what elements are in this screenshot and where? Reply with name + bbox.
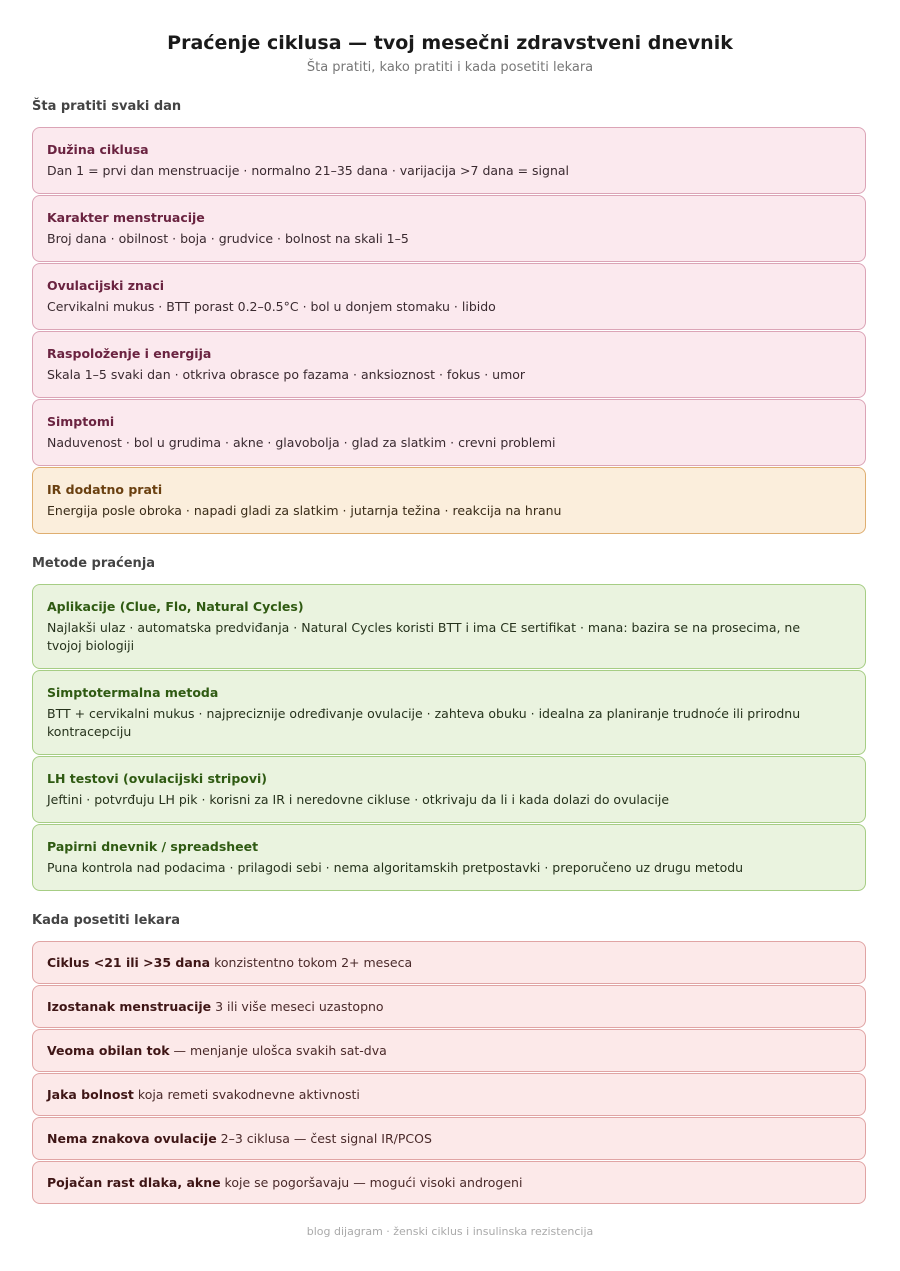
card-title: LH testovi (ovulacijski stripovi) xyxy=(47,771,268,786)
section-heading-methods: Metode praćenja xyxy=(32,556,156,571)
card-title: Aplikacije (Clue, Flo, Natural Cycles) xyxy=(47,599,304,614)
card-description: Cervikalni mukus · BTT porast 0.2–0.5°C · bol u donjem stomaku · libido xyxy=(47,299,496,314)
page-subtitle: Šta pratiti, kako pratiti i kada posetiti lekara xyxy=(306,60,594,75)
card-description: Broj dana · obilnost · boja · grudvice · bolnost na skali 1–5 xyxy=(47,231,409,246)
card-apps xyxy=(32,584,866,669)
card-cycle-length xyxy=(32,127,866,194)
card-paper-journal xyxy=(32,824,866,891)
page-title: Praćenje ciklusa — tvoj mesečni zdravstveni dnevnik xyxy=(167,32,733,54)
card-description: Dan 1 = prvi dan menstruacije · normalno 21–35 dana · varijacija >7 dana = signal xyxy=(47,163,570,178)
doctor-item-bold: Izostanak menstruacije xyxy=(47,999,212,1014)
card-symptothermal xyxy=(32,670,866,755)
card-mood-energy xyxy=(32,331,866,398)
footer-caption: blog dijagram · ženski ciklus i insulinska rezistencija xyxy=(306,1225,594,1238)
doctor-item xyxy=(32,985,866,1028)
doctor-item-rest: koja remeti svakodnevne aktivnosti xyxy=(133,1087,360,1102)
card-title: Karakter menstruacije xyxy=(47,210,205,225)
doctor-item xyxy=(32,1073,866,1116)
doctor-item-bold: Veoma obilan tok xyxy=(47,1043,170,1058)
card-description: Puna kontrola nad podacima · prilagodi sebi · nema algoritamskih pretpostavki · preporučeno uz drugu metodu xyxy=(47,860,744,875)
card-description: Jeftini · potvrđuju LH pik · korisni za IR i neredovne cikluse · otkrivaju da li i kada dolazi do ovulacije xyxy=(47,792,670,807)
section-heading-doctor: Kada posetiti lekara xyxy=(32,913,180,928)
doctor-item xyxy=(32,1029,866,1072)
card-ir-extra xyxy=(32,467,866,534)
card-description: Najlakši ulaz · automatska predviđanja · Natural Cycles koristi BTT i ima CE sertifikat · mana: bazira se na prosecima, ne tvojoj biologiji xyxy=(47,620,801,653)
card-symptoms xyxy=(32,399,866,466)
doctor-item-bold: Ciklus <21 ili >35 dana xyxy=(47,955,211,970)
doctor-item-bold: Jaka bolnost xyxy=(47,1087,134,1102)
card-ovulation-signs xyxy=(32,263,866,330)
card-title: Raspoloženje i energija xyxy=(47,346,212,361)
doctor-item xyxy=(32,1161,866,1204)
card-title: Dužina ciklusa xyxy=(47,142,149,157)
doctor-item xyxy=(32,941,866,984)
card-menstruation-character xyxy=(32,195,866,262)
doctor-item-bold: Nema znakova ovulacije xyxy=(47,1131,217,1146)
card-title: Simptotermalna metoda xyxy=(47,685,219,700)
doctor-item-bold: Pojačan rast dlaka, akne xyxy=(47,1175,221,1190)
card-title: IR dodatno prati xyxy=(47,482,163,497)
doctor-item xyxy=(32,1117,866,1160)
doctor-item-rest: koje se pogoršavaju — mogući visoki androgeni xyxy=(220,1175,523,1190)
card-title: Simptomi xyxy=(47,414,115,429)
doctor-item-rest: konzistentno tokom 2+ meseca xyxy=(210,955,413,970)
card-lh-tests xyxy=(32,756,866,823)
doctor-item-rest: 2–3 ciklusa — čest signal IR/PCOS xyxy=(216,1131,432,1146)
doctor-item-rest: — menjanje ulošca svakih sat-dva xyxy=(169,1043,387,1058)
doctor-item-rest: 3 ili više meseci uzastopno xyxy=(211,999,384,1014)
section-heading-daily: Šta pratiti svaki dan xyxy=(32,99,182,114)
card-title: Papirni dnevnik / spreadsheet xyxy=(47,839,259,854)
card-description: Skala 1–5 svaki dan · otkriva obrasce po fazama · anksioznost · fokus · umor xyxy=(47,367,526,382)
card-title: Ovulacijski znaci xyxy=(47,278,165,293)
card-description: Energija posle obroka · napadi gladi za slatkim · jutarnja težina · reakcija na hranu xyxy=(47,503,562,518)
card-description: Naduvenost · bol u grudima · akne · glavobolja · glad za slatkim · crevni problemi xyxy=(47,435,556,450)
card-description: BTT + cervikalni mukus · najpreciznije određivanje ovulacije · zahteva obuku · idealna za planiranje trudnoće ili prirodnu kontracepciju xyxy=(47,706,801,739)
